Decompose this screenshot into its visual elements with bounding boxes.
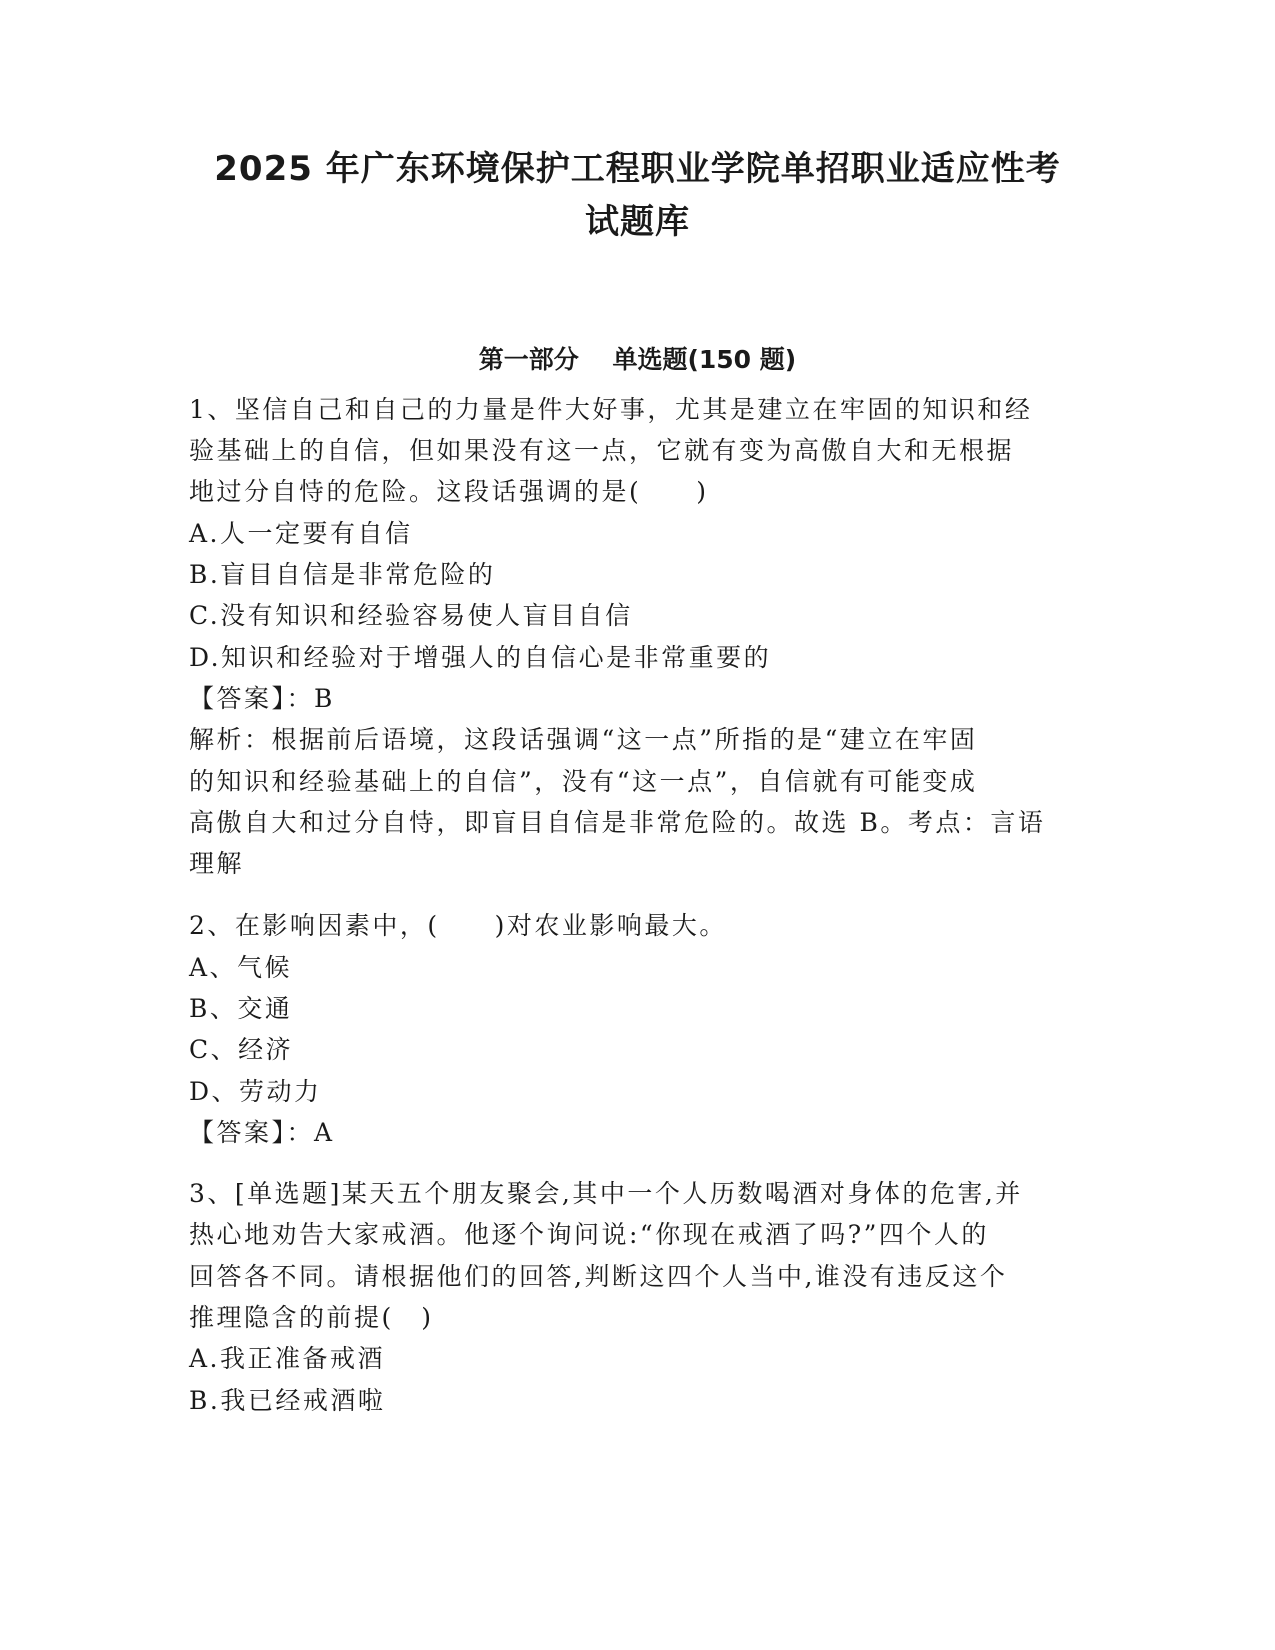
document-title-line-1: 2025 年广东环境保护工程职业学院单招职业适应性考 xyxy=(214,149,1061,189)
option-a: A.我正准备戒酒 xyxy=(189,1344,386,1373)
option-c: C.没有知识和经验容易使人盲目自信 xyxy=(189,601,633,630)
analysis-line: 的知识和经验基础上的自信”，没有“这一点”，自信就有可能变成 xyxy=(189,767,978,796)
question-stem-line: 地过分自恃的危险。这段话强调的是( ) xyxy=(189,477,709,506)
option-d: D、劳动力 xyxy=(189,1077,322,1106)
question-stem-line: 1、坚信自己和自己的力量是件大好事，尤其是建立在牢固的知识和经 xyxy=(189,395,1033,424)
option-b: B、交通 xyxy=(189,994,293,1023)
analysis-line: 解析：根据前后语境，这段话强调“这一点”所指的是“建立在牢固 xyxy=(189,725,978,754)
option-b: B.我已经戒酒啦 xyxy=(189,1386,386,1415)
section-heading: 第一部分 单选题(150 题) xyxy=(478,345,797,374)
option-d: D.知识和经验对于增强人的自信心是非常重要的 xyxy=(189,643,772,672)
analysis-line: 理解 xyxy=(189,849,245,878)
option-a: A、气候 xyxy=(189,953,293,982)
document-title-line-2: 试题库 xyxy=(585,202,690,242)
analysis-line: 高傲自大和过分自恃，即盲目自信是非常危险的。故选 B。考点：言语 xyxy=(189,808,1046,837)
question-stem-line: 2、在影响因素中，( )对农业影响最大。 xyxy=(189,911,727,940)
option-c: C、经济 xyxy=(189,1035,294,1064)
question-stem-line: 验基础上的自信，但如果没有这一点，它就有变为高傲自大和无根据 xyxy=(189,436,1015,465)
question-stem-line: 推理隐含的前提( ) xyxy=(189,1303,434,1332)
answer-line: 【答案】：B xyxy=(189,684,335,713)
option-b: B.盲目自信是非常危险的 xyxy=(189,560,496,589)
question-stem-line: 3、[单选题]某天五个朋友聚会,其中一个人历数喝酒对身体的危害,并 xyxy=(189,1179,1023,1208)
answer-line: 【答案】：A xyxy=(189,1118,335,1147)
question-stem-line: 回答各不同。请根据他们的回答,判断这四个人当中,谁没有违反这个 xyxy=(189,1262,1008,1291)
option-a: A.人一定要有自信 xyxy=(189,519,413,548)
question-stem-line: 热心地劝告大家戒酒。他逐个询问说:“你现在戒酒了吗?”四个人的 xyxy=(189,1220,989,1249)
